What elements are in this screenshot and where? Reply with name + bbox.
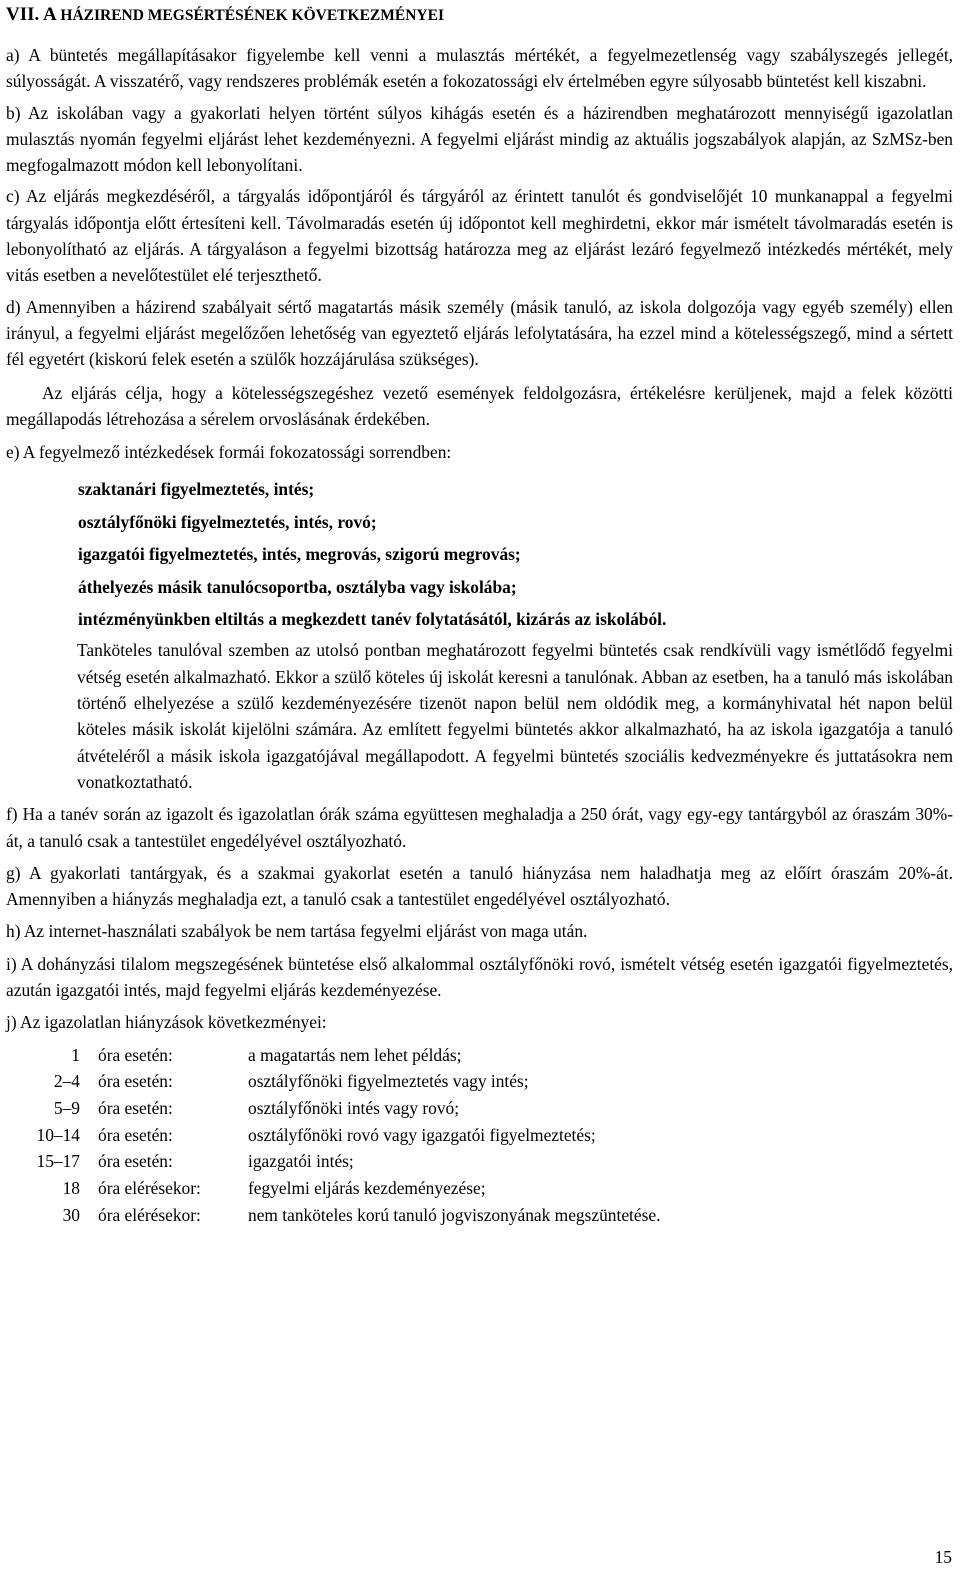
paragraph-e: e) A fegyelmező intézkedések formái fokozatossági sorrendben:: [6, 442, 452, 463]
consequence-cell: a magatartás nem lehet példás;: [248, 1044, 462, 1065]
hours-cell: 5–9: [53, 1098, 80, 1119]
table-row: [6, 1095, 660, 1122]
measures-note: Tanköteles tanulóval szemben az utolsó pontban meghatározott fegyelmi büntetés csak rendkívüli vagy ismétlődő fegyelmi vétség esetén alkalmazható. Ekkor a szülő köteles új iskolát keresni a tanulónak. Abban az esetben, ha a tanuló más iskolában történő elhelyezése a szülő kezdeményezésére tizenöt napon belül nem oldódik meg, a kormányhivatal hét napon belül köteles másik iskolát kijelölni számára. Az említett fegyelmi büntetés akkor alkalmazható, ha az iskola igazgatója a tanuló átvételéről a másik iskola igazgatójával megállapodott. A fegyelmi büntetés szociális kedvezményekre és juttatásokra nem vonatkoztatható.: [77, 640, 953, 792]
table-row: [6, 1148, 660, 1175]
absence-consequences-table: [6, 1042, 660, 1229]
section-heading: [6, 2, 953, 28]
unit-cell: óra elérésekor:: [98, 1204, 201, 1225]
paragraph-d-purpose: Az eljárás célja, hogy a kötelességszegéshez vezető események feldolgozásra, értékelésre kerüljenek, majd a felek közötti megállapodás létrehozása a sérelem orvoslásának érdekében.: [6, 382, 953, 429]
unit-cell: óra esetén:: [98, 1124, 173, 1145]
hours-cell: 1: [71, 1044, 80, 1065]
consequence-cell: osztályfőnöki figyelmeztetés vagy intés;: [248, 1071, 529, 1092]
heading-rest: HÁZIREND MEGSÉRTÉSÉNEK KÖVETKEZMÉNYEI: [60, 7, 444, 24]
consequence-cell: osztályfőnöki intés vagy rovó;: [248, 1098, 460, 1119]
paragraph-g: g) A gyakorlati tantárgyak, és a szakmai gyakorlat esetén a tanuló hiányzása nem haladhatja meg az előírt óraszám 20%-át. Amennyiben a hiányzás meghaladja ezt, a tanuló csak a tantestület engedélyével osztályozható.: [6, 862, 953, 910]
table-row: [6, 1122, 660, 1149]
table-row: [6, 1068, 660, 1095]
measure-item: igazgatói figyelmeztetés, intés, megrovás, szigorú megrovás;: [78, 544, 521, 565]
table-row: [6, 1202, 660, 1229]
measure-item: áthelyezés másik tanulócsoportba, osztályba vagy iskolába;: [78, 576, 517, 597]
unit-cell: óra esetén:: [98, 1044, 173, 1065]
measure-item: intézményünkben eltiltás a megkezdett tanév folytatásától, kizárás az iskolából.: [78, 609, 667, 630]
paragraph-f: f) Ha a tanév során az igazolt és igazolatlan órák száma együttesen meghaladja a 250 órát, vagy egy-egy tantárgyból az óraszám 30%-át, a tanuló csak a tantestület engedélyével osztályozható.: [6, 804, 953, 851]
hours-cell: 18: [62, 1178, 80, 1199]
table-row: [6, 1042, 660, 1069]
document-page: [6, 0, 953, 1229]
consequence-cell: fegyelmi eljárás kezdeményezése;: [248, 1178, 486, 1199]
paragraph-j: j) Az igazolatlan hiányzások következményei:: [6, 1012, 327, 1033]
hours-cell: 2–4: [53, 1071, 80, 1092]
measure-item: osztályfőnöki figyelmeztetés, intés, rovó;: [78, 511, 377, 532]
paragraph-h: h) Az internet-használati szabályok be nem tartása fegyelmi eljárást von maga után.: [6, 921, 588, 942]
consequence-cell: osztályfőnöki rovó vagy igazgatói figyelmeztetés;: [248, 1124, 596, 1145]
hours-cell: 15–17: [36, 1151, 80, 1172]
disciplinary-measures-list: [78, 473, 953, 635]
paragraph-a: a) A büntetés megállapításakor figyelembe kell venni a mulasztás mértékét, a fegyelmezetlenség vagy szabályszegés jellegét, súlyosságát. A visszatérő, vagy rendszeres problémák esetén a fokozatossági elv értelmében egyre súlyosabb büntetést kell kiszabni.: [6, 45, 953, 92]
unit-cell: óra esetén:: [98, 1098, 173, 1119]
unit-cell: óra elérésekor:: [98, 1178, 201, 1199]
measure-item: szaktanári figyelmeztetés, intés;: [78, 479, 315, 500]
paragraph-i: i) A dohányzási tilalom megszegésének büntetése első alkalommal osztályfőnöki rovó, ismételt vétség esetén igazgatói figyelmeztetés, azután igazgatói intés, majd fegyelmi eljárás kezdeményezése.: [6, 953, 953, 1001]
hours-cell: 30: [62, 1204, 80, 1225]
table-row: [6, 1175, 660, 1202]
consequence-cell: igazgatói intés;: [248, 1151, 354, 1172]
paragraph-b: b) Az iskolában vagy a gyakorlati helyen történt súlyos kihágás esetén és a házirendben meghatározott mennyiségű igazolatlan mulasztás nyomán fegyelmi eljárást lehet kezdeményezni. A fegyelmi eljárást mindig az aktuális jogszabályok alapján, az SzMSz-ben megfogalmazott módon kell lebonyolítani.: [6, 102, 953, 176]
consequence-cell: nem tanköteles korú tanuló jogviszonyának megszüntetése.: [248, 1204, 661, 1225]
unit-cell: óra esetén:: [98, 1071, 173, 1092]
paragraph-d: d) Amennyiben a házirend szabályait sértő magatartás másik személy (másik tanuló, az iskola dolgozója vagy egyéb személy) ellen irányul, a fegyelmi eljárást megelőzően lehetőség van egyeztető eljárás lefolytatására, ha ezzel mind a kötelességszegő, mind a sértett fél egyetért (kiskorú felek esetén a szülők hozzájárulása szükséges).: [6, 296, 953, 370]
hours-cell: 10–14: [36, 1124, 80, 1145]
page-number: 15: [934, 1547, 952, 1567]
unit-cell: óra esetén:: [98, 1151, 173, 1172]
paragraph-c: c) Az eljárás megkezdéséről, a tárgyalás időpontjáról és tárgyáról az érintett tanulót és gondviselőjét 10 munkanappal a fegyelmi tárgyalás időpontja előtt értesíteni kell. Távolmaradás esetén új időpontot kell meghirdetni, ekkor már ismételt távolmaradás esetén is lebonyolítható az eljárás. A tárgyaláson a fegyelmi bizottság határozza meg az eljárást lezáró fegyelmező intézkedés mértékét, mely vitás esetben a nevelőtestület elé terjeszthető.: [6, 186, 953, 286]
heading-lead: VII. A: [6, 4, 61, 25]
